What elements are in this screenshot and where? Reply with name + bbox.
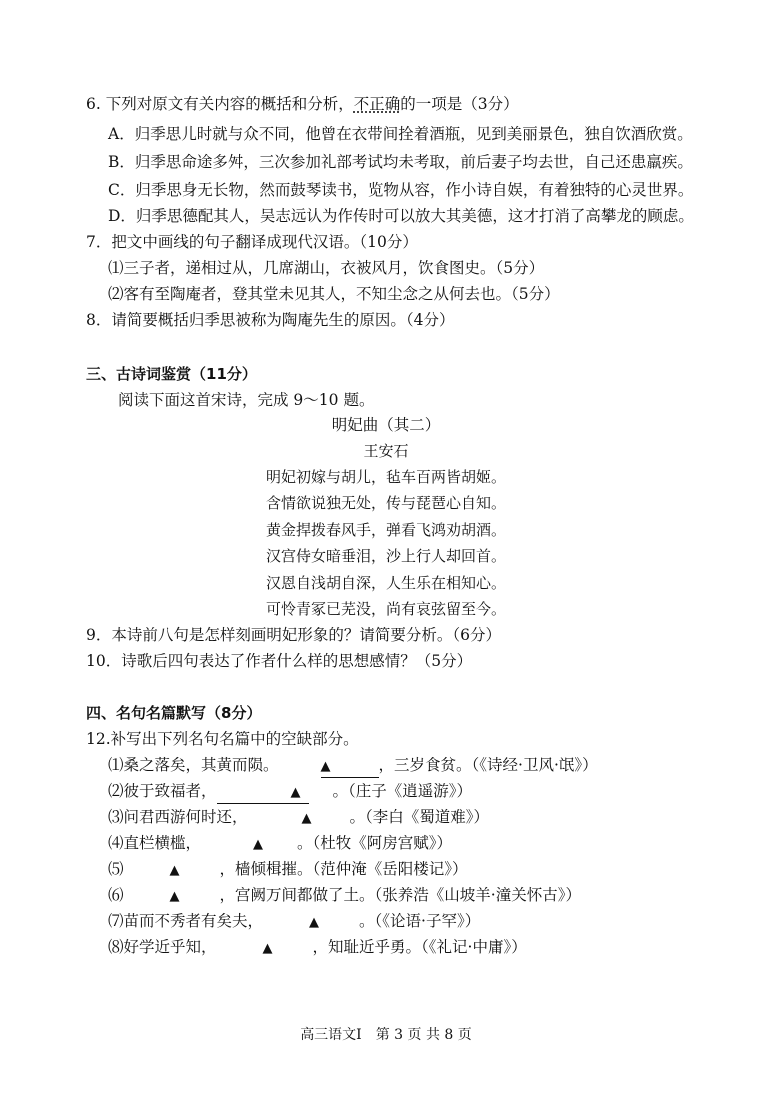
triangle-marker: ▲ [309,915,320,930]
q7-stem: 7．把文中画线的句子翻译成现代汉语。（10分） [86,233,418,251]
q12-item-4: ⑷直栏横槛， ▲ 。（杜牧《阿房宫赋》） [108,833,452,855]
q12-item-8: ⑻好学近乎知， ▲ ，知耻近乎勇。（《礼记·中庸》） [108,937,527,959]
q10-stem: 10．诗歌后四句表达了作者什么样的思想感情？（5分） [86,652,473,670]
blank-line [321,755,379,778]
q7-item-1: ⑴三子者，递相过从，几席湖山，衣被风月，饮食图史。（5分） [108,259,545,277]
q12-item-1: ⑴桑之落矣，其黄而陨。 ▲ ，三岁食贫。（《诗经·卫风·氓》） [108,755,598,778]
triangle-marker: ▲ [262,941,273,956]
q6-stem-before: 6. 下列对原文有关内容的概括和分析， [86,95,354,113]
q12-item-3: ⑶问君西游何时还， ▲ 。（李白《蜀道难》） [108,807,489,829]
q6-stem [86,94,519,114]
section3-intro: 阅读下面这首宋诗，完成 9～10 题。 [118,391,375,409]
triangle-marker: ▲ [290,785,301,800]
section4-title: 四、名句名篇默写（8分） [86,704,262,722]
poem-line: 汉宫侍女暗垂泪，沙上行人却回首。 [265,547,506,565]
triangle-marker: ▲ [253,837,264,852]
triangle-marker: ▲ [169,863,180,878]
q12-item-6: ⑹ ▲ ，宫阙万间都做了土。（张养浩《山坡羊·潼关怀古》） [108,885,581,907]
triangle-marker: ▲ [301,811,312,826]
q6-option-a: A．归季思儿时就与众不同，他曾在衣带间拴着酒瓶，见到美丽景色，独自饮酒欣赏。 [108,125,693,143]
poem-line: 明妃初嫁与胡儿，毡车百两皆胡姬。 [265,468,506,486]
q6-option-c: C．归季思身无长物，然而鼓琴读书，览物从容，作小诗自娱，有着独特的心灵世界。 [108,181,694,199]
q6-option-b: B．归季思命途多舛，三次参加礼部考试均未考取，前后妻子均去世，自己还患羸疾。 [108,153,693,171]
q6-stem-after: 的一项是（3分） [400,95,519,113]
poem-line: 可怜青冢已芜没，尚有哀弦留至今。 [265,600,506,618]
q12-item-7: ⑺苗而不秀者有矣夫， ▲ 。（《论语·子罕》） [108,911,480,933]
poem-line: 黄金捍拨春风手，弹看飞鸿劝胡酒。 [265,521,506,539]
q12-stem: 12.补写出下列名句名篇中的空缺部分。 [86,730,359,748]
triangle-marker: ▲ [320,759,331,774]
q6-stem-emphasis: 不正确 [353,95,401,113]
page-footer: 高三语文Ⅰ 第 3 页 共 8 页 [300,1027,472,1043]
poem-title: 明妃曲（其二） [331,416,441,434]
q8-stem: 8．请简要概括归季思被称为陶庵先生的原因。（4分） [86,311,455,329]
q6-option-d: D．归季思德配其人，吴志远认为作传时可以放大其美德，这才打消了高攀龙的顾虑。 [108,207,694,225]
q9-stem: 9．本诗前八句是怎样刻画明妃形象的？请简要分析。（6分） [86,626,501,644]
q12-item-2: ⑵彼于致福者， ▲ 。（庄子《逍遥游》） [108,781,472,804]
poem-author: 王安石 [363,442,409,460]
q12-item-5: ⑸ ▲ ，樯倾楫摧。（范仲淹《岳阳楼记》） [108,859,468,881]
triangle-marker: ▲ [169,889,180,904]
blank-line [217,781,309,804]
section3-title: 三、古诗词鉴赏（11分） [86,365,257,383]
poem-line: 含情欲说独无处，传与琵琶心自知。 [265,494,506,512]
poem-line: 汉恩自浅胡自深，人生乐在相知心。 [265,574,506,592]
q7-item-2: ⑵客有至陶庵者，登其堂未见其人，不知尘念之从何去也。（5分） [108,285,560,303]
